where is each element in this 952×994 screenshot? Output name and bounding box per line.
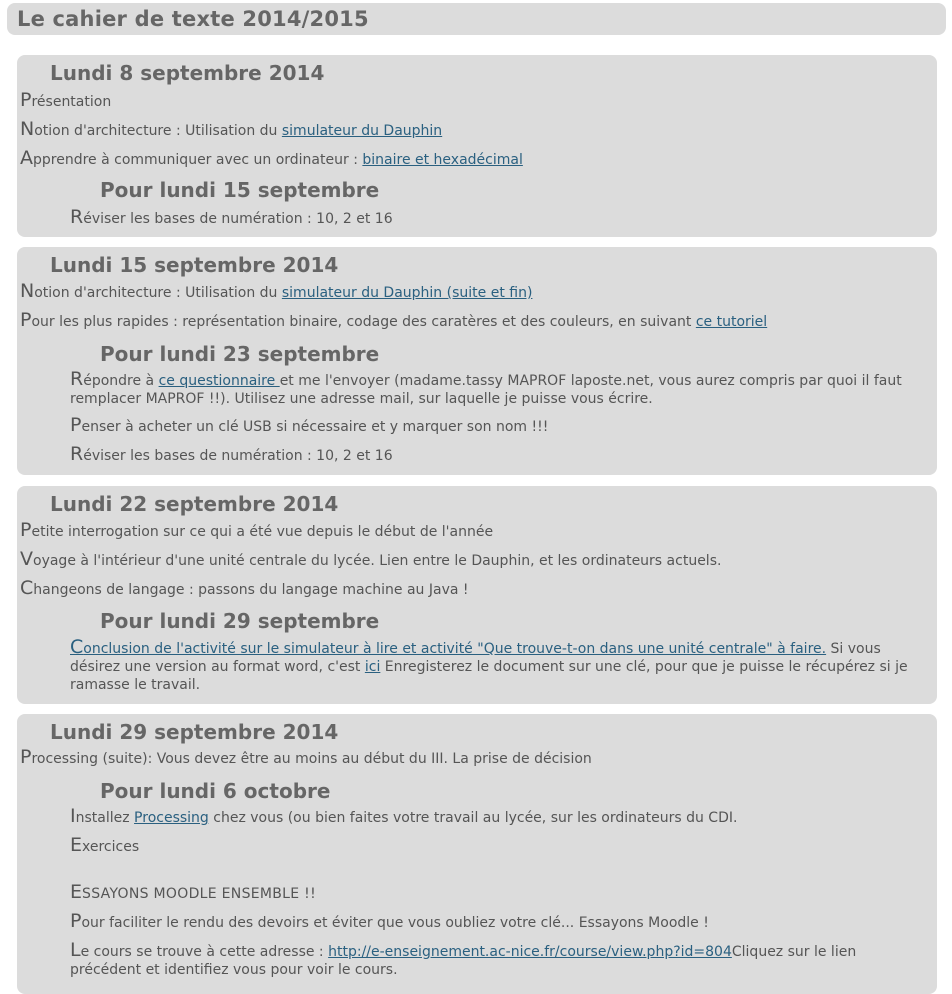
drop-cap: E: [70, 881, 83, 903]
list-item: Voyage à l'intérieur d'une unité centrale du lycée. Lien entre le Dauphin, et les ordinateurs actuels.: [20, 548, 722, 570]
drop-cap: P: [20, 89, 32, 111]
link-simulateur-dauphin[interactable]: simulateur du Dauphin: [281, 123, 443, 139]
drop-cap: I: [70, 805, 76, 827]
homework-item: Conclusion de l'activité sur le simulateur à lire et activité "Que trouve-t-on dans une unité centrale" à faire. Si vous désirez une version au format word, c'est ici Enregisterez le document sur une clé, pour que je puisse le récupérez si je ramasse le travail.: [70, 636, 908, 693]
drop-cap: R: [70, 368, 84, 390]
drop-cap: E: [70, 834, 83, 856]
homework-item: Exercices: [70, 834, 140, 856]
drop-cap: C: [20, 577, 34, 599]
drop-cap: N: [20, 118, 35, 140]
drop-cap: N: [20, 280, 35, 302]
drop-cap: L: [70, 939, 81, 961]
drop-cap: P: [20, 519, 32, 541]
homework-item: ESSAYONS MOODLE ENSEMBLE !!: [70, 881, 317, 903]
session-block: [17, 486, 937, 704]
drop-cap: V: [20, 548, 33, 570]
session-date: Lundi 15 septembre 2014: [50, 253, 339, 277]
link-binaire-hexadecimal[interactable]: binaire et hexadécimal: [362, 152, 523, 168]
drop-cap: P: [20, 309, 32, 331]
link-simulateur-dauphin-suite[interactable]: simulateur du Dauphin (suite et fin): [281, 285, 533, 301]
list-item: Notion d'architecture : Utilisation du simulateur du Dauphin (suite et fin): [20, 280, 533, 302]
list-item: Pour les plus rapides : représentation binaire, codage des caratères et des couleurs, en suivant ce tutoriel: [20, 309, 768, 331]
link-moodle-course[interactable]: http://e-enseignement.ac-nice.fr/course/view.php?id=804: [328, 944, 732, 960]
link-processing[interactable]: Processing: [134, 810, 209, 826]
page-header: [7, 3, 946, 35]
homework-item: Réviser les bases de numération : 10, 2 et 16: [70, 206, 393, 228]
list-item: Processing (suite): Vous devez être au moins au début du III. La prise de décision: [20, 746, 592, 768]
homework-item: Pour faciliter le rendu des devoirs et éviter que vous oubliez votre clé... Essayons Moodle !: [70, 910, 709, 932]
session-block: [17, 247, 937, 475]
list-item: Changeons de langage : passons du langage machine au Java !: [20, 577, 469, 599]
session-date: Lundi 29 septembre 2014: [50, 720, 339, 744]
drop-cap: P: [20, 746, 32, 768]
link-tutoriel[interactable]: ce tutoriel: [695, 314, 768, 330]
homework-title: Pour lundi 29 septembre: [100, 609, 380, 633]
drop-cap: P: [70, 910, 82, 932]
homework-item: Installez Processing chez vous (ou bien faites votre travail au lycée, sur les ordinateurs du CDI.: [70, 805, 738, 827]
homework-item: Le cours se trouve à cette adresse : http://e-enseignement.ac-nice.fr/course/view.php?id=804Cliquez sur le lien précédent et identifiez vous pour voir le cours.: [70, 939, 857, 978]
list-item: Petite interrogation sur ce qui a été vue depuis le début de l'année: [20, 519, 494, 541]
session-block: [17, 714, 937, 994]
drop-cap: A: [20, 147, 33, 169]
list-item: Présentation: [20, 89, 112, 111]
homework-item: Réviser les bases de numération : 10, 2 et 16: [70, 443, 393, 465]
link-ici[interactable]: ici: [364, 659, 381, 675]
session-date: Lundi 8 septembre 2014: [50, 61, 325, 85]
homework-item: Répondre à ce questionnaire et me l'envoyer (madame.tassy MAPROF laposte.net, vous aurez compris par quoi il faut remplacer MAPROF !!). Utilisez une adresse mail, sur laquelle je puisse vous écrire.: [70, 368, 902, 407]
link-questionnaire[interactable]: ce questionnaire: [158, 373, 280, 389]
page-title: Le cahier de texte 2014/2015: [17, 7, 369, 31]
drop-cap: R: [70, 443, 84, 465]
homework-item: Penser à acheter un clé USB si nécessaire et y marquer son nom !!!: [70, 414, 549, 436]
session-date: Lundi 22 septembre 2014: [50, 492, 339, 516]
drop-cap: P: [70, 414, 82, 436]
drop-cap: R: [70, 206, 84, 228]
homework-title: Pour lundi 15 septembre: [100, 178, 380, 202]
homework-title: Pour lundi 23 septembre: [100, 342, 380, 366]
list-item: Notion d'architecture : Utilisation du simulateur du Dauphin: [20, 118, 443, 140]
link-conclusion-activite[interactable]: Conclusion de l'activité sur le simulateur à lire et activité "Que trouve-t-on dans une unité centrale" à faire.: [70, 636, 827, 658]
list-item: Apprendre à communiquer avec un ordinateur : binaire et hexadécimal: [20, 147, 523, 169]
homework-title: Pour lundi 6 octobre: [100, 779, 331, 803]
session-block: [17, 55, 937, 237]
